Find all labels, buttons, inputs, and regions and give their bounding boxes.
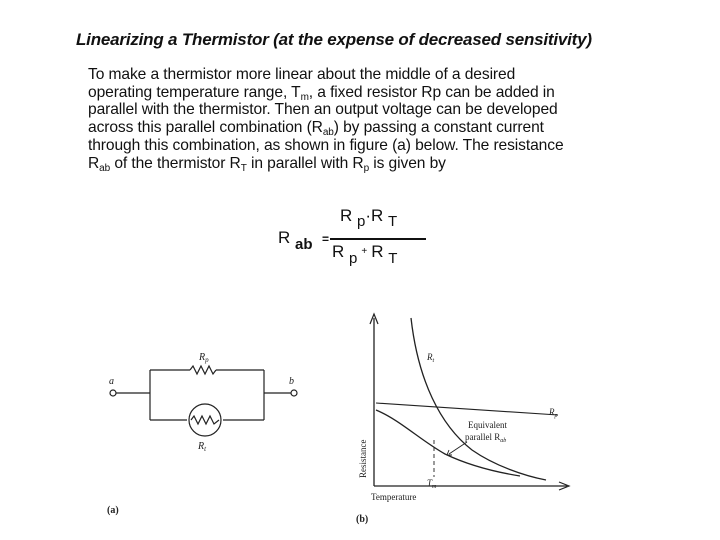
node-b-label: b: [289, 376, 294, 387]
equivalent-label: Equivalent: [468, 420, 507, 430]
circuit-diagram: [110, 366, 297, 436]
rt-label: $R_t$: [198, 441, 207, 453]
figure-b-caption: (b): [356, 514, 369, 525]
rp-line: [376, 403, 558, 415]
para-line-5: through this combination, as shown in figure (a) below. The resistance: [88, 136, 564, 154]
page-title: Linearizing a Thermistor (at the expense of decreased sensitivity): [76, 30, 592, 49]
rt-curve: [411, 318, 546, 480]
figure-a-caption: (a): [107, 505, 119, 516]
para-line-2: operating temperature range, $T_m$, a fixed resistor Rp can be added in: [88, 83, 555, 103]
para-line-1: To make a thermistor more linear about the middle of a desired: [88, 66, 516, 83]
graph-rt-label: $R_t$: [427, 352, 435, 364]
graph-rp-label: $R_p$: [549, 407, 558, 419]
node-a-label: a: [109, 376, 114, 387]
parallel-rab-label: parallel $R_{ab}$: [465, 432, 507, 444]
terminal-b: [291, 390, 297, 396]
para-line-3: parallel with the thermistor. Then an output voltage can be developed: [88, 101, 558, 119]
equation-numerator: R $_p$·R $_T$: [340, 206, 398, 230]
x-axis-label: Temperature: [371, 492, 417, 502]
equation-equals: =: [322, 232, 330, 246]
tm-label: $T_m$: [427, 478, 437, 490]
rt-resistor-zigzag: [191, 416, 219, 424]
para-line-4: across this parallel combination $(R_{ab})$ by passing a constant current: [88, 119, 544, 139]
para-line-6: $R_{ab}$ of the thermistor $R_T$ in parallel with $R_p$ is given by: [88, 154, 446, 174]
equation-lhs: R $_{ab}$: [278, 228, 313, 253]
resistance-graph: [370, 314, 569, 490]
equation-denominator: R $_p$ + R $_T$: [332, 242, 398, 267]
y-axis-label: Resistance: [358, 439, 368, 478]
terminal-a: [110, 390, 116, 396]
rab-pointer: [449, 442, 467, 454]
rp-label: $R_p$: [199, 352, 209, 364]
rp-resistor-zigzag: [190, 366, 216, 374]
thermistor-circle: [189, 404, 221, 436]
